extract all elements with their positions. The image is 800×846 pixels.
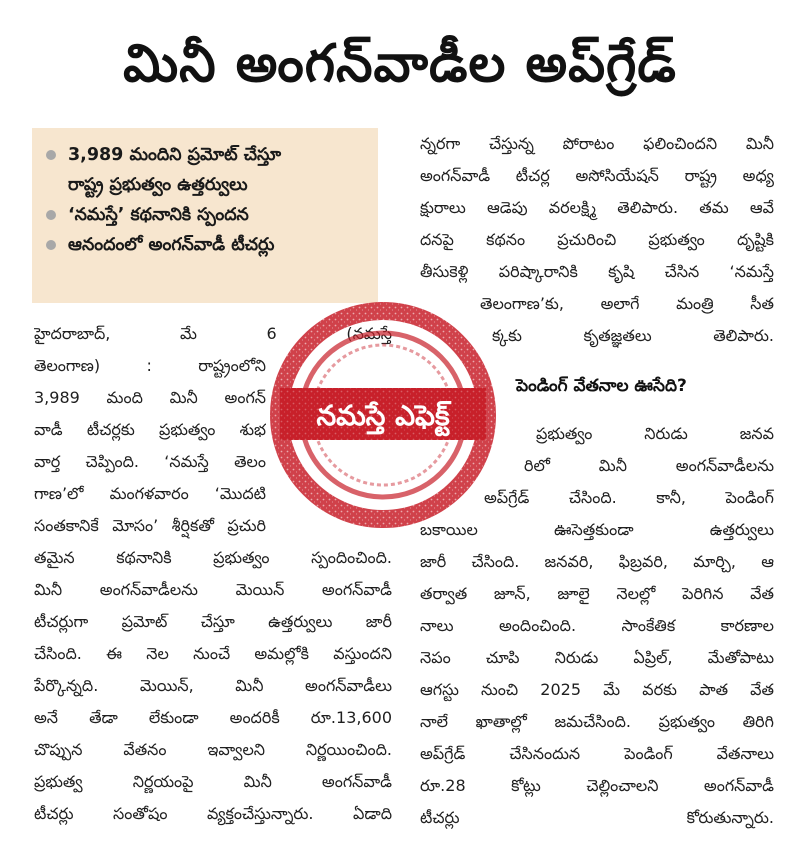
body-text-line: బకాయిల ఊసెత్తకుండా ఉత్తర్వులు [420,520,774,539]
body-text-line: దనపై కథనం ప్రచురించి ప్రభుత్వం దృష్టికి [420,230,774,249]
body-text-line: అనే తేడా లేకుండా అందరికీ రూ.13,600 [34,708,392,727]
bullet-icon [46,240,56,250]
highlight-text: ‘నమస్తే’ కథనానికి స్పందన [68,205,249,225]
bullet-icon [46,210,56,220]
body-text-line: తర్వాత జూన్‌, జూలై నెలల్లో పెరిగిన వేత [420,584,774,603]
body-text-line: క్కకు కృతజ్ఞతలు తెలిపారు. [492,326,774,345]
body-text-line: తెలంగాణ) : రాష్ట్రంలోని [34,356,266,375]
body-text-line: తీసుకెళ్లి పరిష్కారానికి కృషి చేసిన ‘నమస్తే [420,262,774,281]
body-text-line: రూ.28 కోట్లు చెల్లించాలని అంగన్‌వాడీ [420,776,774,795]
body-text-line: న్నరగా చేస్తున్న పోరాటం ఫలించిందని మినీ [420,134,774,153]
highlight-text: 3,989 మందిని ప్రమోట్‌ చేస్తూ [68,145,282,165]
body-text-line: జారీ చేసింది. జనవరి, ఫిబ్రవరి, మార్చి, ఆ [420,552,774,571]
highlight-text: ఆనందంలో అంగన్‌వాడీ టీచర్లు [68,235,275,255]
highlight-item [42,200,368,230]
body-text-line: అప్‌గ్రేడ్‌ చేసినందున పెండింగ్‌ వేతనాలు [420,744,774,763]
body-text-line: నాలే ఖాతాల్లో జమచేసింది. ప్రభుత్వం తిరిగి [420,712,774,731]
body-text-line: గాణ’లో మంగళవారం ‘మొదటి [34,484,266,503]
stamp-seal [268,300,498,530]
body-text-line: టీచర్లుగా ప్రమోట్‌ చేస్తూ ఉత్తర్వులు జారీ [34,612,392,631]
body-text-line: చొప్పున వేతనం ఇవ్వాలని నిర్ణయించింది. [34,740,392,759]
body-text-line: పేర్కొన్నది. మెయిన్‌, మినీ అంగన్‌వాడీలు [34,676,392,695]
body-text-line: నాలు అందించింది. సాంకేతిక కారణాల [420,616,774,635]
body-text-line: క్షురాలు ఆడెపు వరలక్ష్మి తెలిపారు. తమ ఆవే [420,198,774,217]
body-text-line: 3,989 మంది మినీ అంగన్‌ [34,388,266,407]
body-text-line: ప్రభుత్వ నిర్ణయంపై మినీ అంగన్‌వాడీ [34,772,392,791]
body-text-line: టీచర్లు సంతోషం వ్యక్తంచేస్తున్నారు. ఏడాది [34,804,392,823]
body-text-line: అప్‌గ్రేడ్‌ చేసింది. కానీ, పెండింగ్‌ [484,488,774,507]
body-text-line: ప్రభుత్వం నిరుడు జనవ [536,424,774,443]
body-text-line: రిలో మినీ అంగన్‌వాడీలను [524,456,774,475]
highlight-item [42,230,368,260]
body-text-line: తెలంగాణ’కు, అలాగే మంత్రి సీత [480,294,774,313]
highlight-text-cont: రాష్ట్ర ప్రభుత్వం ఉత్తర్వులు [68,175,248,195]
body-text-line: ఆగస్టు నుంచి 2025 మే వరకు పాత వేత [420,680,774,699]
body-text-line: మినీ అంగన్‌వాడీలను మెయిన్‌ అంగన్‌వాడీ [34,580,392,599]
body-text-line: హైదరాబాద్‌, మే 6 (నమస్తే [34,324,392,343]
headline: మినీ అంగన్‌వాడీల అప్‌గ్రేడ్‌ [123,34,677,94]
body-text-line: చేసింది. ఈ నెల నుంచే అమల్లోకి వస్తుందని [34,644,392,663]
highlight-item [42,140,368,170]
body-text-line: తమైన కథనానికి ప్రభుత్వం స్పందించింది. [34,548,392,567]
body-text-line: వాడీ టీచర్లకు ప్రభుత్వం శుభ [34,420,266,439]
bullet-icon [46,150,56,160]
highlights-box [32,128,378,303]
body-text-line: వార్త చెప్పింది. ‘నమస్తే తెలం [34,452,266,471]
body-text-line: నెపం చూపి నిరుడు ఏప్రిల్‌, మేతోపాటు [420,648,774,667]
body-text-line: సంతకానికే మోసం’ శీర్షికతో ప్రచురి [34,516,266,535]
body-text-line: అంగన్‌వాడీ టీచర్ల అసోసియేషన్‌ రాష్ట్ర అధ్య [420,166,774,185]
body-text-line: టీచర్లు కోరుతున్నారు. [420,808,774,827]
stamp-text: నమస్తే ఎఫెక్ట్‌ [316,399,450,432]
subheading: పెండింగ్‌ వేతనాల ఊసేది? [516,376,687,396]
